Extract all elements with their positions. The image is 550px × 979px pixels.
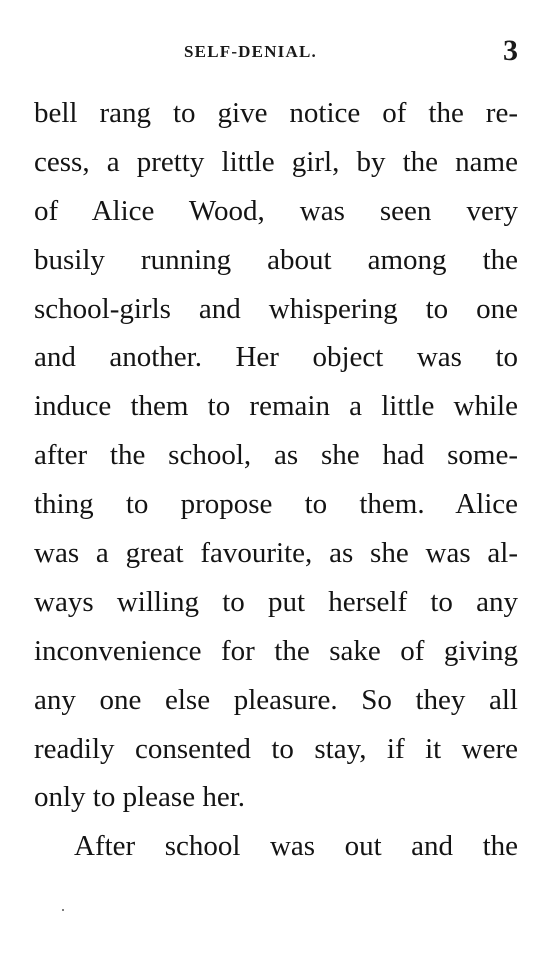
text-line: after the school, as she had some-	[34, 439, 518, 472]
text-line: cess, a pretty little girl, by the name	[34, 145, 518, 178]
text-line: and another. Her object was to	[34, 341, 518, 374]
text-line: busily running about among the	[34, 243, 518, 276]
text-line: thing to propose to them. Alice	[34, 488, 518, 521]
text-line-paragraph-end: only to please her.	[34, 781, 246, 814]
page-number: 3	[503, 34, 518, 67]
text-line: induce them to remain a little while	[34, 390, 518, 423]
text-line: readily consented to stay, if it were	[34, 732, 518, 765]
text-line-paragraph-start: After school was out and the	[74, 830, 518, 863]
text-line: inconvenience for the sake of giving	[34, 634, 518, 667]
running-head	[34, 34, 518, 70]
text-line: ways willing to put herself to any	[34, 585, 518, 618]
text-line: was a great favourite, as she was al-	[34, 537, 518, 570]
running-title: SELF-DENIAL.	[184, 42, 317, 61]
text-line: of Alice Wood, was seen very	[34, 194, 518, 227]
text-line: any one else pleasure. So they all	[34, 683, 518, 716]
body-text	[34, 89, 518, 871]
print-speck	[62, 909, 64, 911]
text-line: school-girls and whispering to one	[34, 292, 518, 325]
text-line: bell rang to give notice of the re-	[34, 97, 518, 129]
